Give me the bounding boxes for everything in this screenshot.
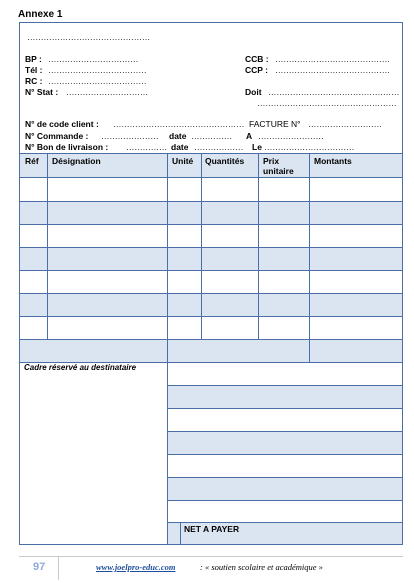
page-number: 97: [33, 561, 46, 573]
table-row-band: [20, 339, 402, 362]
footer-separator: [58, 556, 59, 580]
table-line: [168, 477, 402, 478]
table-line: [168, 522, 402, 523]
table-line: [168, 385, 402, 386]
livraison-label: N° Bon de livraison :: [25, 142, 109, 152]
commande-label: N° Commande :: [25, 131, 89, 141]
table-line: [309, 153, 310, 362]
livraison-dots: ……………: [126, 142, 168, 152]
table-line: [167, 153, 168, 544]
table-row-band: [20, 201, 402, 224]
total-row-band: [168, 385, 402, 408]
table-line: [20, 153, 402, 154]
total-row-band: [168, 431, 402, 454]
company-line: ………………………………………: [27, 32, 151, 42]
table-line: [47, 153, 48, 339]
ccb-label: CCB :: [245, 54, 269, 64]
commande-date-label: date: [169, 131, 187, 141]
doit-label: Doit: [245, 87, 262, 97]
client-label: N° de code client :: [25, 119, 99, 129]
ccp-dots: ……………………………………: [275, 65, 390, 75]
commande-a-label: A: [246, 131, 253, 141]
doit-dots: …………………………………………: [268, 87, 400, 97]
col-designation: Désignation: [52, 156, 101, 166]
col-unite: Unité: [172, 156, 194, 166]
facture-label: FACTURE N°: [249, 119, 301, 129]
table-line: [168, 408, 402, 409]
col-quantites: Quantités: [205, 156, 245, 166]
table-line: [180, 522, 181, 544]
tel-label: Tél :: [25, 65, 43, 75]
table-line: [168, 431, 402, 432]
col-prix: Prix: [263, 156, 280, 166]
table-line: [20, 224, 402, 225]
bp-label: BP :: [25, 54, 42, 64]
doit-dots-2: ……………………………………………: [257, 98, 397, 108]
livraison-le-label: Le: [252, 142, 262, 152]
table-line: [20, 177, 402, 178]
col-montants: Montants: [314, 156, 352, 166]
table-row-band: [20, 247, 402, 270]
stat-dots: …………………………: [66, 87, 149, 97]
destinataire-label: Cadre réservé au destinataire: [24, 363, 137, 372]
stat-label: N° Stat :: [25, 87, 59, 97]
table-line: [168, 500, 402, 501]
footer-tagline: : « soutien scolaire et académique »: [200, 562, 323, 572]
livraison-date-dots: ………………: [194, 142, 244, 152]
ccb-dots: ……………………………………: [275, 54, 390, 64]
ccp-label: CCP :: [245, 65, 268, 75]
annexe-label: Annexe 1: [18, 9, 63, 20]
table-line: [20, 339, 402, 340]
client-dots: …………………………………………: [113, 119, 245, 129]
table-line: [201, 153, 202, 339]
table-line: [20, 316, 402, 317]
footer-link[interactable]: www.joelpro-educ.com: [96, 562, 176, 572]
commande-a-dots: ……………………: [258, 131, 324, 141]
commande-date-dots: ……………: [191, 131, 233, 141]
footer-divider: [19, 556, 403, 557]
table-line: [20, 247, 402, 248]
table-line: [20, 293, 402, 294]
bp-dots: ……………………………: [48, 54, 139, 64]
rc-dots: ………………………………: [48, 76, 147, 86]
table-line: [20, 270, 402, 271]
net-a-payer-label: NET A PAYER: [184, 524, 240, 534]
total-row-band: [168, 477, 402, 500]
table-row-band: [20, 293, 402, 316]
col-ref: Réf: [25, 156, 39, 166]
table-line: [168, 454, 402, 455]
livraison-le-dots: ……………………………: [264, 142, 355, 152]
table-line: [20, 201, 402, 202]
col-prix-unitaire: unitaire: [263, 166, 294, 176]
table-line: [258, 153, 259, 339]
tel-dots: ………………………………: [48, 65, 147, 75]
rc-label: RC :: [25, 76, 43, 86]
commande-dots: …………………: [101, 131, 159, 141]
livraison-date-label: date: [171, 142, 189, 152]
facture-dots: ………………………: [308, 119, 382, 129]
